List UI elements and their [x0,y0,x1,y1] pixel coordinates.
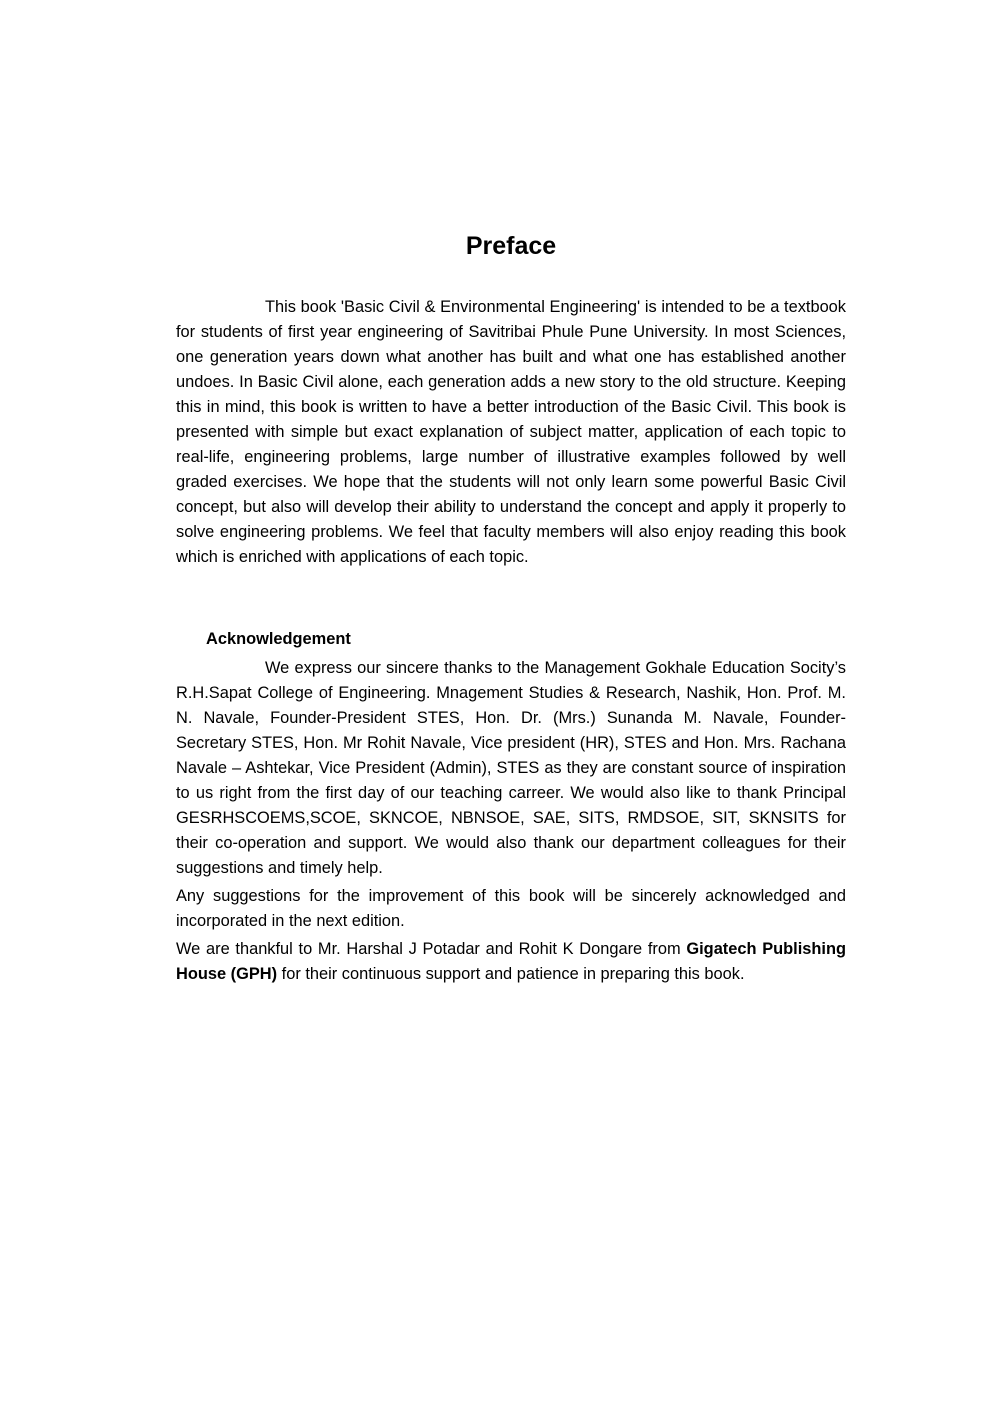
publisher-name: Gigatech Publishing House (GPH) [176,940,846,983]
thanks-suffix: for their continuous support and patience in preparing this book. [277,965,745,983]
suggestions-paragraph: Any suggestions for the improvement of this book will be sincerely acknowledged and incorporated in the next edition. [176,887,846,930]
thanks-prefix: We are thankful to Mr. Harshal J Potadar and Rohit K Dongare from [176,940,687,958]
acknowledgement-paragraph: We express our sincere thanks to the Management Gokhale Education Socity’s R.H.Sapat College of Engineering. Mnagement Studies & Research, Nashik, Hon. Prof. M. N. Navale, Founder-President STES, Hon. Dr. (Mrs.) Sunanda M. Navale, Founder- Secretary STES, Hon. Mr Rohit Navale, Vice president (HR), STES and Hon. Mrs. Rachana Navale – Ashtekar, Vice President (Admin), STES as they are constant source of inspiration to us right from the first day of our teaching carreer. We would also like to thank Principal GESRHSCOEMS,SCOE, SKNCOE, NBNSOE, SAE, SITS, RMDSOE, SIT, SKNSITS for their co-operation and support. We would also thank our department colleagues for their suggestions and timely help. [176,659,846,877]
preface-paragraph: This book 'Basic Civil & Environmental Engineering' is intended to be a textbook for students of first year engineering of Savitribai Phule Pune University. In most Sciences, one generation years down what another has built and what one has established another undoes. In Basic Civil alone, each generation adds a new story to the old structure. Keeping this in mind, this book is written to have a better introduction of the Basic Civil. This book is presented with simple but exact explanation of subject matter, application of each topic to real-life, engineering problems, large number of illustrative examples followed by well graded exercises. We hope that the students will not only learn some powerful Basic Civil concept, but also will develop their ability to understand the concept and apply it properly to solve engineering problems. We feel that faculty members will also enjoy reading this book which is enriched with applications of each topic. [176,298,846,566]
page-title: Preface [465,232,557,260]
thanks-paragraph [176,937,846,987]
acknowledgement-heading: Acknowledgement [206,630,351,648]
